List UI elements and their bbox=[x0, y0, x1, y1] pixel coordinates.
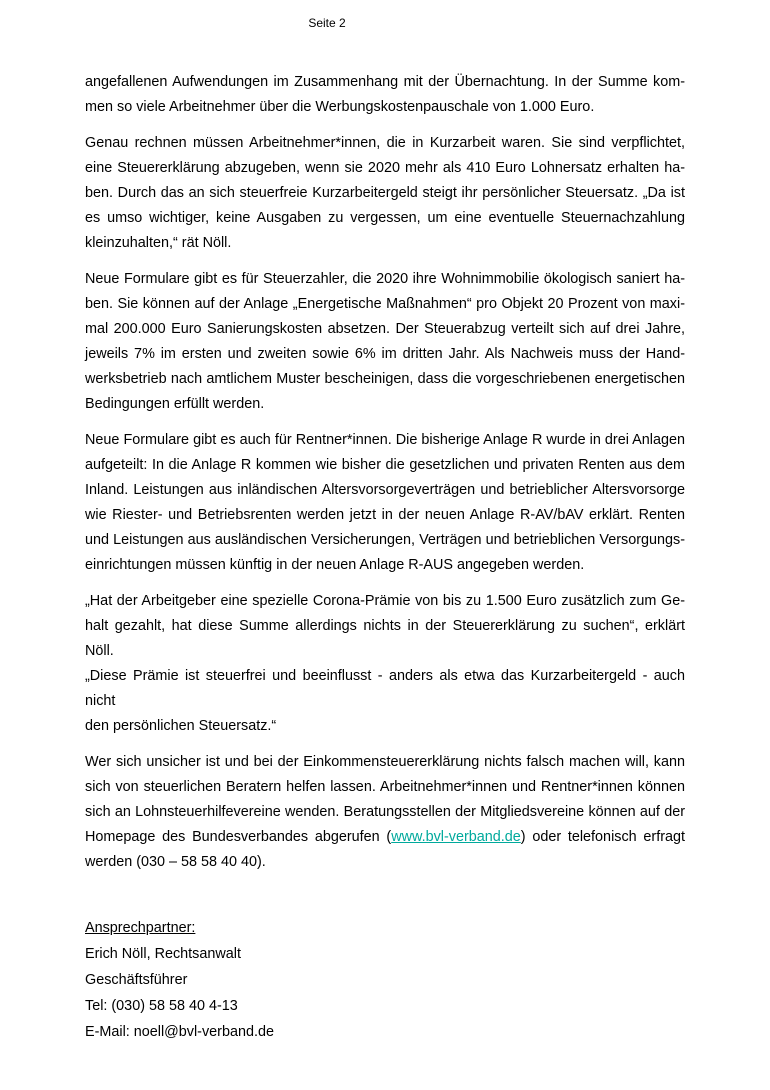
text-line: angefallenen Aufwendungen im Zusammenhang mit der Übernachtung. In der Summe kom- bbox=[85, 74, 685, 90]
text-line: eine Steuererklärung abzugeben, wenn sie 2020 mehr als 410 Euro Lohnersatz erhalten ha- bbox=[85, 160, 685, 176]
paragraph-6 bbox=[85, 750, 685, 875]
text-line: Genau rechnen müssen Arbeitnehmer*innen, die in Kurzarbeit waren. Sie sind verpflichtet, bbox=[85, 135, 685, 151]
paragraph-4 bbox=[85, 428, 685, 578]
text-line: „Hat der Arbeitgeber eine spezielle Corona-Prämie von bis zu 1.500 Euro zusätzlich zum Ge- bbox=[85, 593, 685, 609]
text-line: den persönlichen Steuersatz.“ bbox=[85, 718, 277, 734]
contact-heading-line bbox=[85, 915, 685, 941]
page-number: Seite 2 bbox=[308, 16, 346, 30]
text-line: ben. Sie können auf der Anlage „Energetische Maßnahmen“ pro Objekt 20 Prozent von maxi- bbox=[85, 296, 685, 312]
paragraph-1 bbox=[85, 70, 685, 120]
text-line: sich von steuerlichen Beratern helfen lassen. Arbeitnehmer*innen und Rentner*innen können bbox=[85, 779, 685, 795]
text-line-with-link bbox=[85, 825, 685, 850]
text-line: Bedingungen erfüllt werden. bbox=[85, 396, 265, 412]
paragraph-2 bbox=[85, 131, 685, 256]
text-line: werden (030 – 58 58 40 40). bbox=[85, 854, 266, 870]
text-line: Neue Formulare gibt es für Steuerzahler, die 2020 ihre Wohnimmobilie ökologisch saniert ha- bbox=[85, 271, 685, 287]
text-line: ben. Durch das an sich steuerfreie Kurzarbeitergeld steigt ihr persönlicher Steuersatz. „Da ist bbox=[85, 185, 685, 201]
text-line: sich an Lohnsteuerhilfevereine wenden. Beratungsstellen der Mitgliedsvereine können auf der bbox=[85, 804, 685, 820]
bvl-website-link[interactable]: www.bvl-verband.de bbox=[391, 829, 521, 845]
text-line: wie Riester- und Betriebsrenten werden jetzt in der neuen Anlage R-AV/bAV erklärt. Renten bbox=[85, 507, 685, 523]
text-line: werksbetrieb nach amtlichem Muster bescheinigen, dass die vorgeschriebenen energetischen bbox=[85, 371, 685, 387]
paragraph-5 bbox=[85, 589, 685, 739]
contact-phone: Tel: (030) 58 58 40 4-13 bbox=[85, 998, 238, 1014]
text-line: Inland. Leistungen aus inländischen Altersvorsorgeverträgen und betrieblicher Altersvorsorge bbox=[85, 482, 685, 498]
text-line: kleinzuhalten,“ rät Nöll. bbox=[85, 235, 232, 251]
contact-email: E-Mail: noell@bvl-verband.de bbox=[85, 1024, 274, 1040]
text-line: mal 200.000 Euro Sanierungskosten absetzen. Der Steuerabzug verteilt sich auf drei Jahre, bbox=[85, 321, 685, 337]
text-line: „Diese Prämie ist steuerfrei und beeinflusst - anders als etwa das Kurzarbeitergeld - auch nicht bbox=[85, 668, 685, 709]
text-line: und Leistungen aus ausländischen Versicherungen, Verträgen und betrieblichen Versorgungs- bbox=[85, 532, 685, 548]
contact-name: Erich Nöll, Rechtsanwalt bbox=[85, 946, 241, 962]
paragraph-3 bbox=[85, 267, 685, 417]
contact-block bbox=[85, 915, 685, 1045]
text-line: einrichtungen müssen künftig in der neuen Anlage R-AUS angegeben werden. bbox=[85, 557, 585, 573]
document-body bbox=[85, 70, 685, 1045]
contact-heading: Ansprechpartner: bbox=[85, 920, 196, 936]
text-line: Neue Formulare gibt es auch für Rentner*innen. Die bisherige Anlage R wurde in drei Anlagen bbox=[85, 432, 685, 448]
text-line: aufgeteilt: In die Anlage R kommen wie bisher die gesetzlichen und privaten Renten aus dem bbox=[85, 457, 685, 473]
link-line-before: Homepage des Bundesverbandes abgerufen ( bbox=[85, 829, 392, 845]
text-line: Wer sich unsicher ist und bei der Einkommensteuererklärung nichts falsch machen will, kann bbox=[85, 754, 685, 770]
link-line-after: ) oder telefonisch erfragt bbox=[520, 829, 685, 845]
text-line: jeweils 7% im ersten und zweiten sowie 6% im dritten Jahr. Als Nachweis muss der Hand- bbox=[85, 346, 685, 362]
text-line: men so viele Arbeitnehmer über die Werbungskostenpauschale von 1.000 Euro. bbox=[85, 99, 595, 115]
text-line: halt gezahlt, hat diese Summe allerdings nichts in der Steuererklärung zu suchen“, erklärt Nöll. bbox=[85, 618, 685, 659]
text-line: es umso wichtiger, keine Ausgaben zu vergessen, um eine eventuelle Steuernachzahlung bbox=[85, 210, 685, 226]
contact-title: Geschäftsführer bbox=[85, 972, 188, 988]
